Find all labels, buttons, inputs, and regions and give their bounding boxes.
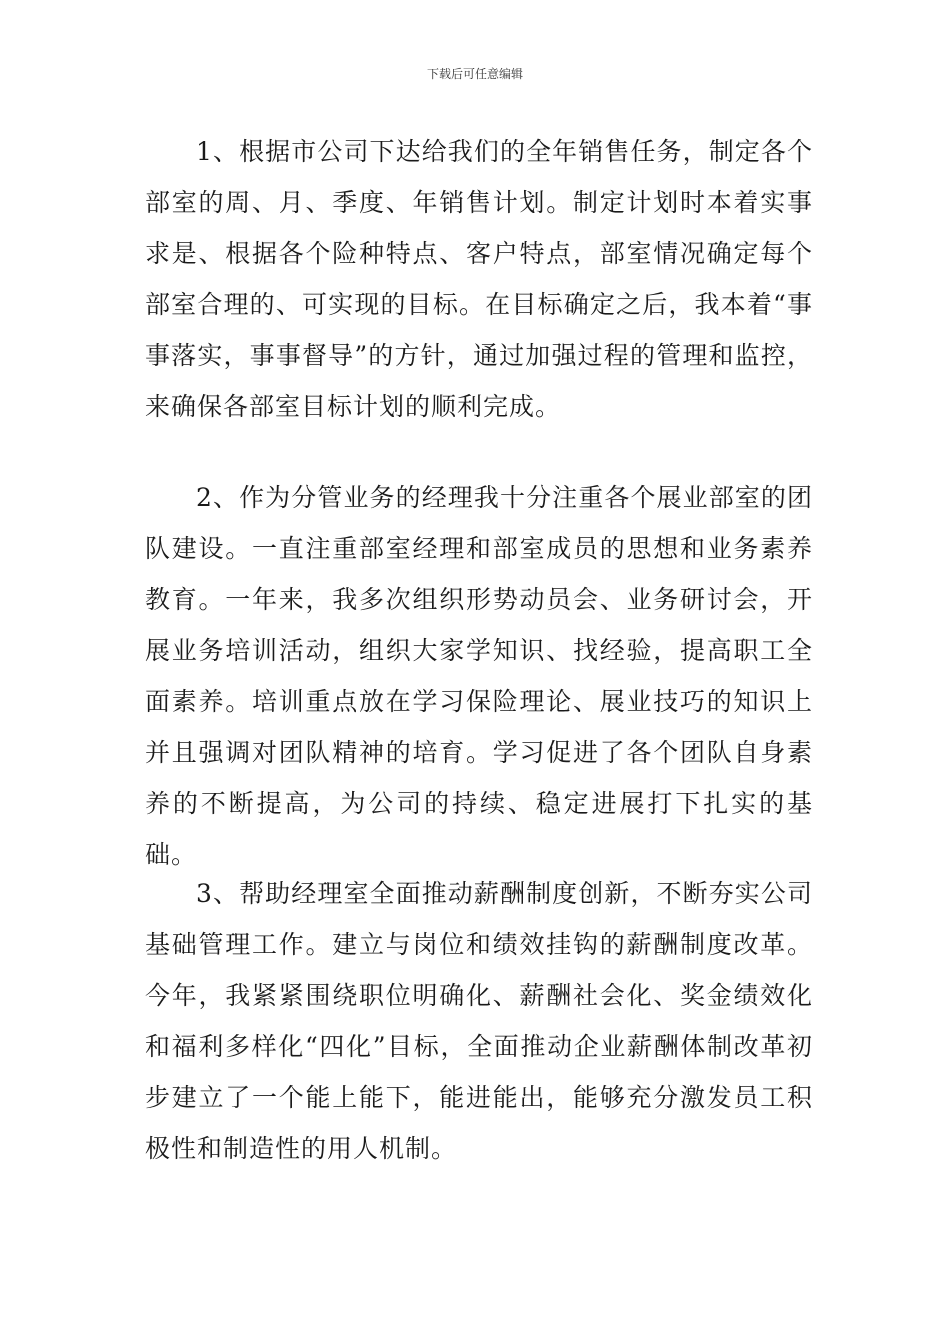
paragraph-1: 1、根据市公司下达给我们的全年销售任务，制定各个部室的周、月、季度、年销售计划。制定计划时本着实事求是、根据各个险种特点、客户特点，部室情况确定每个部室合理的、可实现的目标。在目标确定之后，我本着“事事落实，事事督导”的方针，通过加强过程的管理和监控，来确保各部室目标计划的顺利完成。	[145, 137, 813, 421]
paragraph-2: 2、作为分管业务的经理我十分注重各个展业部室的团队建设。一直注重部室经理和部室成员的思想和业务素养教育。一年来，我多次组织形势动员会、业务研讨会，开展业务培训活动，组织大家学知识、找经验，提高职工全面素养。培训重点放在学习保险理论、展业技巧的知识上并且强调对团队精神的培育。学习促进了各个团队自身素养的不断提高，为公司的持续、稳定进展打下扎实的基础。	[145, 483, 813, 869]
page-header: 下载后可任意编辑	[426, 67, 523, 81]
paragraph-3: 3、帮助经理室全面推动薪酬制度创新，不断夯实公司基础管理工作。建立与岗位和绩效挂钩的薪酬制度改革。今年，我紧紧围绕职位明确化、薪酬社会化、奖金绩效化和福利多样化“四化”目标，全面推动企业薪酬体制改革初步建立了一个能上能下，能进能出，能够充分激发员工积极性和制造性的用人机制。	[145, 879, 813, 1163]
